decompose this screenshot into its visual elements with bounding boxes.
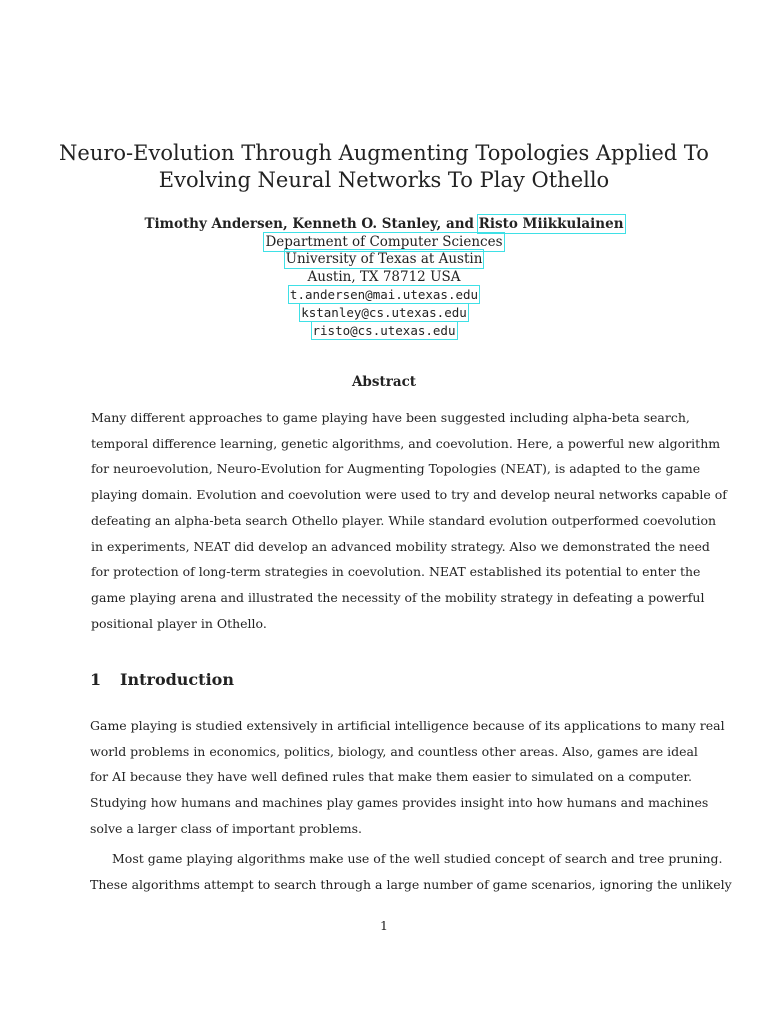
abstract-line: for protection of long-term strategies in coevolution. NEAT established its potential to enter the [91, 564, 701, 580]
body-line: Game playing is studied extensively in artificial intelligence because of its applications to many real [90, 718, 725, 733]
section-number: 1 [90, 670, 102, 689]
intro-paragraph-2 [90, 846, 732, 897]
abstract-line: Many different approaches to game playing have been suggested including alpha-beta search, [91, 410, 690, 425]
section-heading [90, 670, 234, 689]
email-link-2[interactable]: kstanley@cs.utexas.edu [301, 305, 467, 321]
abstract-heading: Abstract [351, 374, 417, 390]
abstract-line: in experiments, NEAT did develop an advanced mobility strategy. Also we demonstrated the need [91, 538, 710, 554]
email-link-3[interactable]: risto@cs.utexas.edu [312, 323, 456, 339]
body-line: Studying how humans and machines play games provides insight into how humans and machines [90, 795, 709, 811]
abstract-line: game playing arena and illustrated the necessity of the mobility strategy in defeating a powerful [91, 589, 705, 605]
title-line-1: Neuro-Evolution Through Augmenting Topologies Applied To [59, 141, 709, 165]
title-line-2: Evolving Neural Networks To Play Othello [158, 168, 610, 192]
university-link[interactable]: University of Texas at Austin [285, 251, 483, 268]
author-link[interactable]: Risto Miikkulainen [478, 216, 624, 232]
department-link[interactable]: Department of Computer Sciences [265, 234, 503, 250]
affiliation-block [40, 234, 728, 341]
abstract-line: playing domain. Evolution and coevolution were used to try and develop neural networks capable of [91, 487, 727, 503]
intro-paragraph-1 [90, 713, 725, 842]
page-number: 1 [380, 918, 388, 933]
abstract-text [91, 405, 727, 636]
author-list [40, 216, 728, 232]
author-names: Timothy Andersen, Kenneth O. Stanley, and [144, 216, 474, 232]
abstract-line: positional player in Othello. [91, 615, 267, 631]
body-line: solve a larger class of important problems. [90, 820, 362, 836]
email-link-1[interactable]: t.andersen@mai.utexas.edu [289, 286, 479, 302]
body-line: These algorithms attempt to search through a large number of game scenarios, ignoring the unlikely [90, 876, 732, 892]
paper-title [40, 140, 728, 194]
body-line: world problems in economics, politics, biology, and countless other areas. Also, games are ideal [90, 743, 698, 759]
body-line: for AI because they have well defined rules that make them easier to simulated on a computer. [90, 769, 692, 785]
section-title: Introduction [120, 670, 234, 689]
abstract-line: for neuroevolution, Neuro-Evolution for Augmenting Topologies (NEAT), is adapted to the game [91, 461, 701, 477]
abstract-line: temporal difference learning, genetic algorithms, and coevolution. Here, a powerful new algorithm [91, 435, 721, 451]
abstract-line: defeating an alpha-beta search Othello player. While standard evolution outperformed coevolution [91, 512, 717, 528]
address-text: Austin, TX 78712 USA [307, 268, 461, 285]
body-line: Most game playing algorithms make use of the well studied concept of search and tree pruning. [112, 851, 723, 866]
